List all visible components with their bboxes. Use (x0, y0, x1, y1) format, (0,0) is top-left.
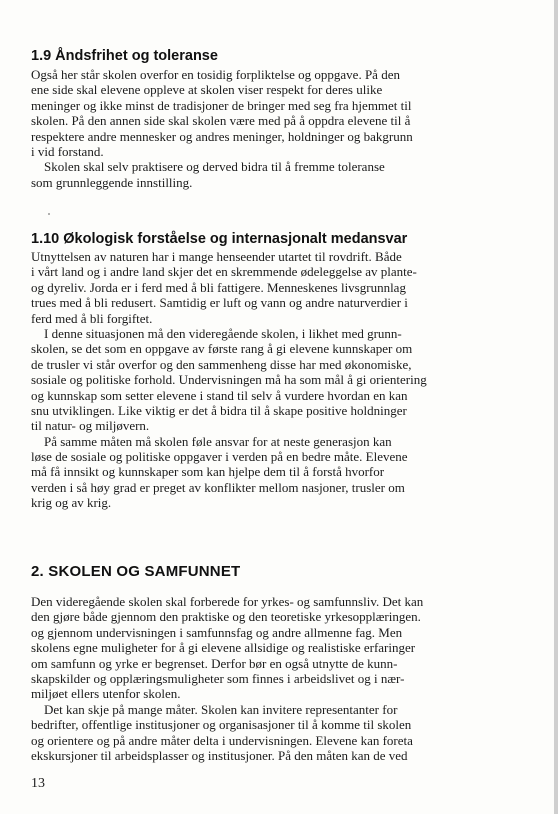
text-line: I denne situasjonen må den videregående skolen, i likhet med grunn- (44, 325, 402, 341)
text-line: om samfunn og yrke er begrenset. Derfor bør en også utnytte de kunn- (31, 655, 398, 671)
text-line: miljøet ellers utenfor skolen. (31, 686, 181, 702)
paragraph-block-1-10 (31, 249, 441, 511)
text-line: meninger og ikke minst de tradisjoner de bringer med seg fra hjemmet til (31, 97, 412, 113)
text-line: verden i så høy grad er preget av konflikter mellom nasjoner, trusler om (31, 479, 405, 495)
text-line: til natur- og miljøvern. (31, 418, 150, 434)
text-line: i vårt land og i andre land skjer det en skremmende ødeleggelse av plante- (31, 264, 417, 280)
text-line: skolen. På den annen side skal skolen være med på å oppdra elevene til å (31, 113, 411, 129)
text-line: krig og av krig. (31, 495, 112, 511)
text-line: snu utviklingen. Like viktig er det å bidra til å skape positive holdninger (31, 402, 407, 418)
text-line: Skolen skal selv praktisere og derved bidra til å fremme toleranse (44, 159, 385, 175)
paragraph-block-1-9 (31, 67, 441, 190)
text-line: den gjøre både gjennom den praktiske og den teoretiske yrkesopplæringen. (31, 609, 421, 625)
text-line: ene side skal elevene oppleve at skolen viser respekt for deres ulike (31, 82, 383, 98)
text-line: ferd med å bli forgiftet. (31, 310, 153, 326)
heading-1-10: 1.10 Økologisk forståelse og internasjonalt medansvar (31, 231, 408, 247)
text-line: sosiale og politiske forhold. Undervisningen må ha som mål å gi orientering (31, 372, 427, 388)
text-line: bedrifter, offentlige institusjoner og organisasjoner til å komme til skolen (31, 717, 412, 733)
text-line: Det kan skje på mange måter. Skolen kan invitere representanter for (44, 701, 398, 717)
text-line: i vid forstand. (31, 143, 104, 159)
text-line: Også her står skolen overfor en tosidig forpliktelse og oppgave. På den (31, 67, 400, 82)
text-line: og kunnskap som setter elevene i stand til selv å vurdere hvordan en kan (31, 387, 408, 403)
text-line: På samme måten må skolen føle ansvar for at neste generasjon kan (44, 433, 392, 449)
page-edge-shadow (554, 0, 558, 814)
text-line: og dyreliv. Jorda er i ferd med å bli fattigere. Menneskenes livsgrunnlag (31, 279, 406, 295)
page-number: 13 (31, 776, 45, 791)
scan-speck (48, 213, 50, 215)
heading-2: 2. SKOLEN OG SAMFUNNET (31, 563, 241, 580)
paragraph-block-2 (31, 594, 441, 763)
text-line: som grunnleggende innstilling. (31, 174, 193, 190)
text-line: respektere andre mennesker og andres meninger, holdninger og bakgrunn (31, 128, 413, 144)
text-line: løse de sosiale og politiske oppgaver i verden på en bedre måte. Elevene (31, 449, 408, 465)
text-line: og orientere og på andre måter delta i undervisningen. Elevene kan foreta (31, 732, 413, 748)
text-line: Utnyttelsen av naturen har i mange henseender utartet til rovdrift. Både (31, 249, 402, 264)
text-line: ekskursjoner til arbeidsplasser og institusjoner. På den måten kan de ved (31, 747, 408, 763)
text-line: Den videregående skolen skal forberede for yrkes- og samfunnsliv. Det kan (31, 594, 424, 609)
text-line: og gjennom undervisningen i samfunnsfag og andre allmenne fag. Men (31, 624, 403, 640)
text-line: skolen, se det som en oppgave av første rang å gi elevene kunnskaper om (31, 341, 413, 357)
heading-1-9: 1.9 Åndsfrihet og toleranse (31, 48, 218, 64)
text-line: skapskilder og opplæringsmuligheter som finnes i arbeidslivet og i nær- (31, 670, 405, 686)
text-line: skolens egne muligheter for å gi elevene allsidige og realistiske erfaringer (31, 640, 416, 656)
text-line: trues med å bli redusert. Samtidig er luft og vann og andre naturverdier i (31, 295, 408, 311)
text-line: må få innsikt og kunnskaper som kan hjelpe dem til å forstå hvorfor (31, 464, 385, 480)
text-line: de trusler vi står overfor og den sammenheng disse har med økonomiske, (31, 356, 412, 372)
